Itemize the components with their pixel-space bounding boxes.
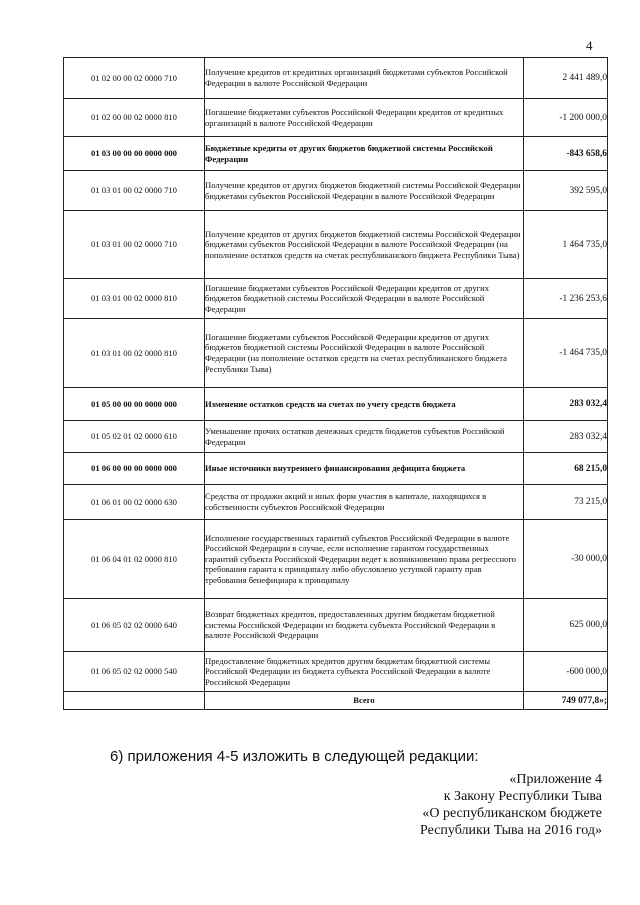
row-amount: 73 215,0 (574, 497, 607, 508)
table-row (64, 453, 608, 485)
row-name: Бюджетные кредиты от других бюджетов бюджетной системы Российской Федерации (205, 137, 524, 171)
row-name: Погашение бюджетами субъектов Российской Федерации кредитов от других бюджетов бюджетной системы Российской Федерации в валюте Российской Федерации (на пополнение остатков средств на счетах республиканского бюджета Республики Тыва) (205, 319, 524, 388)
row-name: Уменьшение прочих остатков денежных средств бюджетов субъектов Российской Федерации (205, 421, 524, 453)
row-code: 01 06 05 02 02 0000 540 (64, 652, 205, 692)
table-row (64, 599, 608, 652)
row-amount: -1 236 253,6 (559, 293, 607, 304)
table-total-row (64, 692, 608, 710)
table-row (64, 421, 608, 453)
page-number: 4 (586, 38, 593, 53)
row-code: 01 03 00 00 00 0000 000 (64, 137, 205, 171)
appendix-line: к Закону Республики Тыва (443, 789, 602, 804)
row-amount: -843 658,6 (566, 148, 607, 159)
appendix-line: Республики Тыва на 2016 год» (420, 823, 602, 838)
table-row (64, 652, 608, 692)
row-name: Предоставление бюджетных кредитов другим бюджетам бюджетной системы Российской Федерации из бюджета субъекта Российской Федерации в валюте Российской Федерации (205, 652, 524, 692)
row-code: 01 03 01 00 02 0000 710 (64, 171, 205, 211)
appendix-line: «Приложение 4 (509, 772, 602, 787)
total-amount: 749 077,8»; (561, 695, 607, 706)
row-amount: 2 441 489,0 (562, 73, 607, 84)
row-amount: -1 464 735,0 (559, 348, 607, 359)
row-code: 01 06 00 00 00 0000 000 (64, 453, 205, 485)
table-row (64, 319, 608, 388)
row-amount: 625 000,0 (569, 620, 607, 631)
row-amount: -1 200 000,0 (559, 112, 607, 123)
row-name: Погашение бюджетами субъектов Российской Федерации кредитов от других бюджетов бюджетной системы Российской Федерации в валюте Российской Федерации (205, 279, 524, 319)
row-amount: 68 215,0 (574, 463, 607, 474)
row-amount: 1 464 735,0 (562, 239, 607, 250)
row-code: 01 02 00 00 02 0000 710 (64, 58, 205, 99)
appendix-header (420, 771, 602, 839)
row-name: Возврат бюджетных кредитов, предоставленных другим бюджетам бюджетной системы Российской Федерации из бюджета субъекта Российской Федерации в валюте Российской Федерации (205, 599, 524, 652)
table-row (64, 485, 608, 520)
row-name: Получение кредитов от кредитных организаций бюджетами субъектов Российской Федерации в валюте Российской Федерации (205, 58, 524, 99)
row-amount: 283 032,4 (569, 431, 607, 442)
row-name: Средства от продажи акций и иных форм участия в капитале, находящихся в собственности субъектов Российской Федерации (205, 485, 524, 520)
table-row (64, 137, 608, 171)
row-name: Иные источники внутреннего финансирования дефицита бюджета (205, 453, 524, 485)
row-name: Погашение бюджетами субъектов Российской Федерации кредитов от кредитных организаций в валюте Российской Федерации (205, 99, 524, 137)
row-code: 01 06 04 01 02 0000 810 (64, 520, 205, 599)
row-code: 01 03 01 00 02 0000 710 (64, 211, 205, 279)
appendix-line: «О республиканском бюджете (422, 806, 602, 821)
row-name: Получение кредитов от других бюджетов бюджетной системы Российской Федерации бюджетами субъектов Российской Федерации в валюте Российской Федерации (205, 171, 524, 211)
row-code: 01 06 01 00 02 0000 630 (64, 485, 205, 520)
table-row (64, 171, 608, 211)
row-code: 01 05 02 01 02 0000 610 (64, 421, 205, 453)
table-row (64, 388, 608, 421)
row-amount: 283 032,4 (569, 399, 607, 410)
row-code: 01 06 05 02 02 0000 640 (64, 599, 205, 652)
row-name: Получение кредитов от других бюджетов бюджетной системы Российской Федерации бюджетами субъектов Российской Федерации в валюте Российской Федерации (на пополнение остатков средств на счетах республиканского бюджета Республики Тыва) (205, 211, 524, 279)
total-label: Всего (205, 692, 524, 710)
instruction-text: 6) приложения 4-5 изложить в следующей редакции: (110, 748, 479, 765)
row-amount: -600 000,0 (566, 666, 607, 677)
table-row (64, 99, 608, 137)
table-row (64, 58, 608, 99)
budget-sources-table (63, 57, 608, 710)
row-code: 01 02 00 00 02 0000 810 (64, 99, 205, 137)
row-code: 01 05 00 00 00 0000 000 (64, 388, 205, 421)
row-code: 01 03 01 00 02 0000 810 (64, 319, 205, 388)
row-name: Изменение остатков средств на счетах по учету средств бюджета (205, 388, 524, 421)
table-row (64, 211, 608, 279)
table-row (64, 279, 608, 319)
row-code: 01 03 01 00 02 0000 810 (64, 279, 205, 319)
table-row (64, 520, 608, 599)
row-amount: -30 000,0 (571, 554, 607, 565)
total-code-cell (64, 692, 205, 710)
row-name: Исполнение государственных гарантий субъектов Российской Федерации в валюте Российской Федерации в случае, если исполнение гарантом государственных гарантий субъекта Российской Федерации ведет к возникновению права регрессного требования гаранта к принципалу либо обусловлено уступкой гаранту прав требования бенефициара к принципалу (205, 520, 524, 599)
row-amount: 392 595,0 (569, 185, 607, 196)
